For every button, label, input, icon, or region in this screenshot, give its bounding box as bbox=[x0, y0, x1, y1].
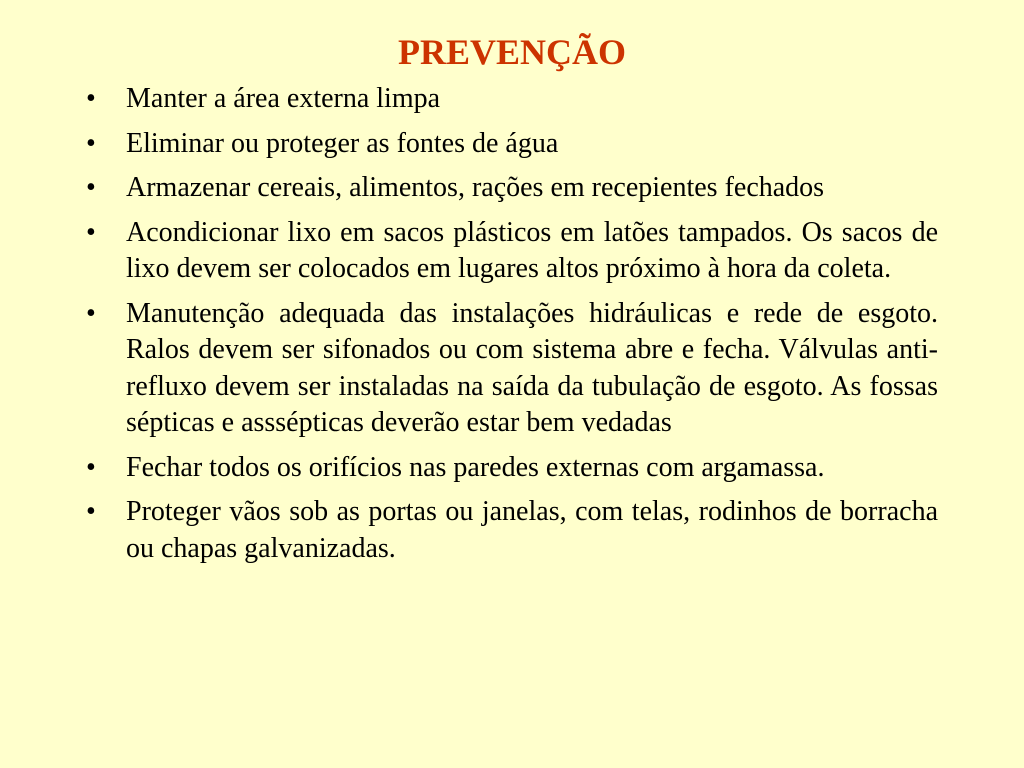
bullet-list bbox=[86, 81, 938, 575]
bullet-marker: • bbox=[86, 451, 96, 483]
bullet-text: Manutenção adequada das instalações hidráulicas e rede de esgoto. Ralos devem ser sifonados ou com sistema abre e fecha. Válvulas anti-refluxo devem ser instaladas na saída da tubulação de esgoto. As fossas sépticas e asssépticas deverão estar bem vedadas bbox=[126, 297, 938, 438]
bullet-text: Armazenar cereais, alimentos, rações em recepientes fechados bbox=[126, 172, 825, 203]
bullet-text: Eliminar ou proteger as fontes de água bbox=[126, 127, 559, 159]
bullet-text: Fechar todos os orifícios nas paredes externas com argamassa. bbox=[126, 451, 825, 483]
bullet-item bbox=[86, 126, 938, 163]
bullet-item bbox=[86, 296, 938, 442]
bullet-marker: • bbox=[86, 127, 96, 159]
bullet-marker: • bbox=[86, 496, 96, 527]
bullet-text: Proteger vãos sob as portas ou janelas, com telas, rodinhos de borracha ou chapas galvanizadas. bbox=[126, 496, 938, 564]
bullet-item bbox=[86, 170, 938, 207]
bullet-item bbox=[86, 81, 938, 118]
bullet-item bbox=[86, 494, 938, 567]
bullet-marker: • bbox=[86, 83, 96, 114]
bullet-marker: • bbox=[86, 172, 96, 203]
bullet-text: Acondicionar lixo em sacos plásticos em latões tampados. Os sacos de lixo devem ser colocados em lugares altos próximo à hora da coleta. bbox=[126, 216, 938, 284]
bullet-marker: • bbox=[86, 297, 96, 329]
slide-title: PREVENÇÃO bbox=[397, 32, 626, 72]
bullet-marker: • bbox=[86, 216, 96, 248]
bullet-item bbox=[86, 215, 938, 288]
bullet-item bbox=[86, 450, 938, 487]
bullet-text: Manter a área externa limpa bbox=[126, 83, 441, 114]
